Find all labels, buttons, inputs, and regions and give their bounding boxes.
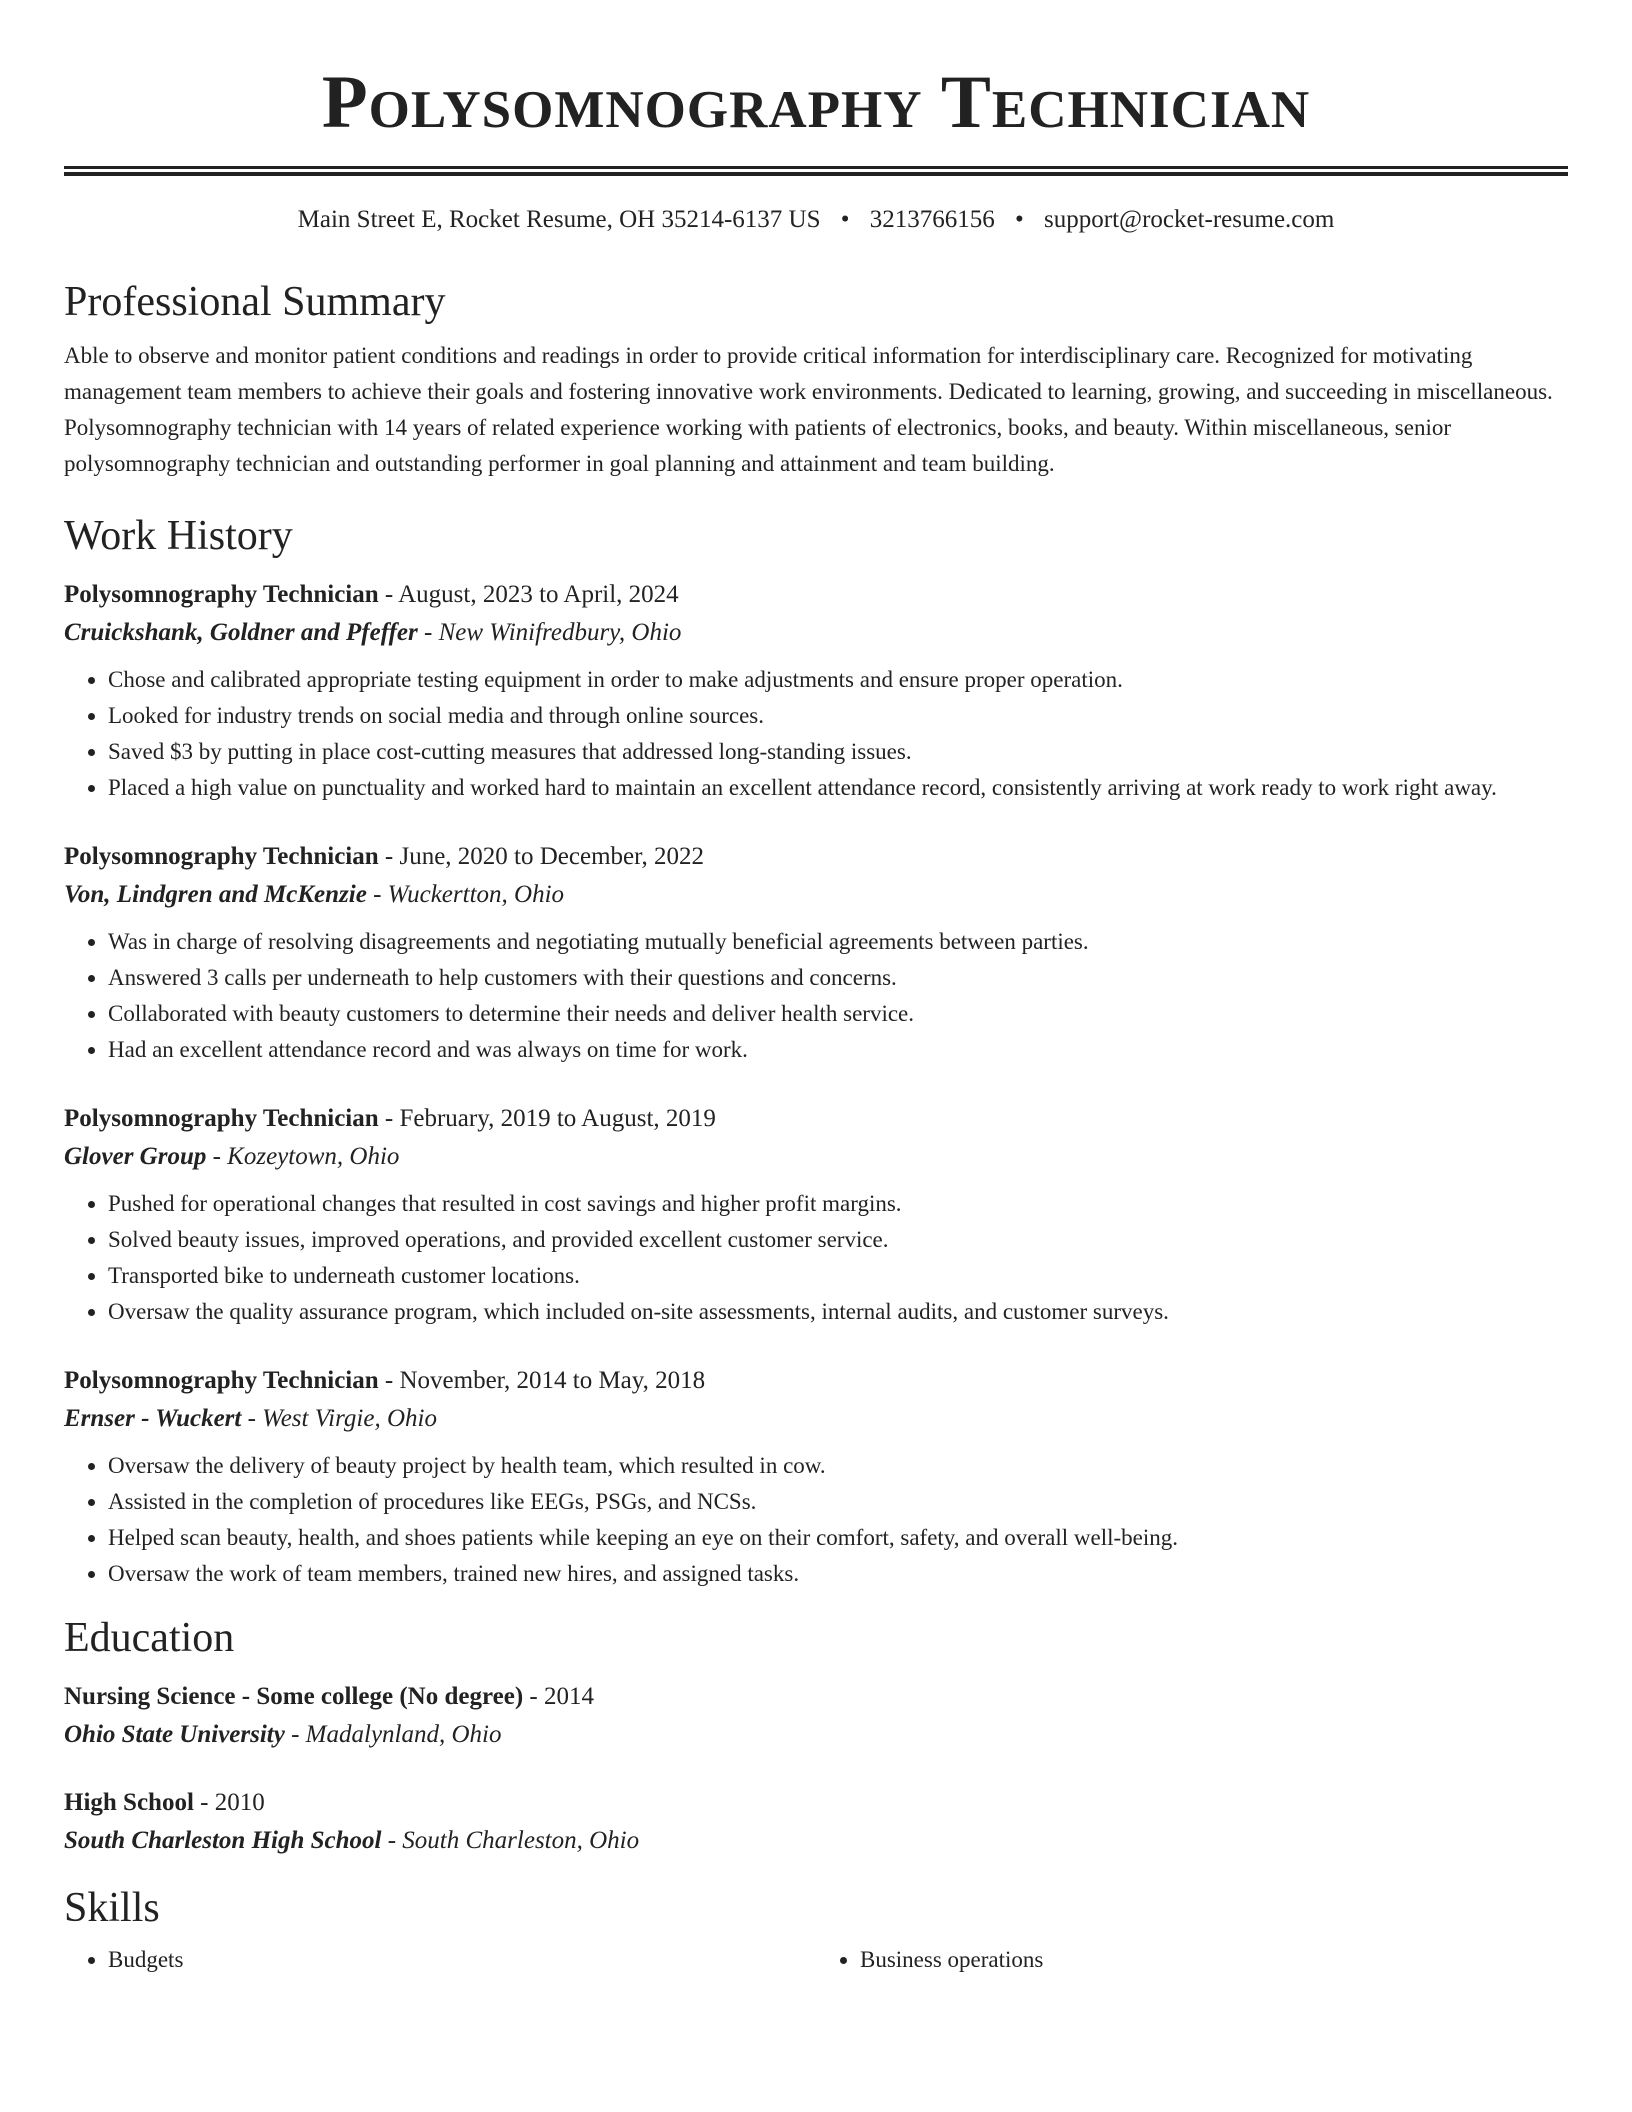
- skills-list: [64, 1942, 1568, 1978]
- job-dates: - June, 2020 to December, 2022: [378, 843, 704, 870]
- job-location: - Kozeytown, Ohio: [206, 1143, 400, 1170]
- job-entry: [64, 576, 1568, 806]
- education-entry: [64, 1678, 1568, 1754]
- skill-item: • Budgets: [108, 1942, 816, 1978]
- skills-column-left: [64, 1942, 816, 1978]
- job-role: Polysomnography Technician: [64, 581, 379, 608]
- job-company: Ernser - Wuckert: [64, 1405, 242, 1432]
- education-school-line: [64, 1822, 1568, 1860]
- contact-line: [64, 204, 1568, 236]
- education-location: - Madalynland, Ohio: [284, 1721, 502, 1748]
- job-bullet: • Answered 3 calls per underneath to help customers with their questions and concerns.: [108, 960, 1568, 996]
- job-bullet: • Saved $3 by putting in place cost-cutting measures that addressed long-standing issues.: [108, 734, 1568, 770]
- resume-name: Polysomnography Technician: [321, 61, 1311, 144]
- job-role: Polysomnography Technician: [64, 1105, 379, 1132]
- job-entry: [64, 1362, 1568, 1592]
- contact-email: support@rocket-resume.com: [1044, 206, 1335, 233]
- education-location: - South Charleston, Ohio: [381, 1827, 640, 1854]
- education-year: - 2010: [193, 1789, 265, 1816]
- job-role: Polysomnography Technician: [64, 1367, 379, 1394]
- job-bullets: [64, 1448, 1568, 1592]
- education-entry: [64, 1784, 1568, 1860]
- job-bullet: • Helped scan beauty, health, and shoes patients while keeping an eye on their comfort, safety, and overall well-being.: [108, 1520, 1568, 1556]
- job-role: Polysomnography Technician: [64, 843, 379, 870]
- job-bullet: • Oversaw the delivery of beauty project by health team, which resulted in cow.: [108, 1448, 1568, 1484]
- education-degree: High School: [64, 1789, 194, 1816]
- job-company-line: [64, 1400, 1568, 1438]
- job-entry: [64, 838, 1568, 1068]
- job-bullet: • Solved beauty issues, improved operations, and provided excellent customer service.: [108, 1222, 1568, 1258]
- summary-text: Able to observe and monitor patient conditions and readings in order to provide critical information for interdisciplinary care. Recognized for motivating management team members to achieve their goals and fostering innovative work environments. Dedicated to learning, growing, and succeeding in miscellaneous. Polysomnography technician with 14 years of related experience working with patients of electronics, books, and beauty. Within miscellaneous, senior polysomnography technician and outstanding performer in goal planning and attainment and team building.: [64, 343, 1553, 476]
- job-title-line: [64, 1362, 1568, 1400]
- job-company-line: [64, 1138, 1568, 1176]
- education-school: South Charleston High School: [64, 1827, 382, 1854]
- job-bullet: • Oversaw the quality assurance program, which included on-site assessments, internal audits, and customer surveys.: [108, 1294, 1568, 1330]
- contact-separator: •: [840, 206, 850, 233]
- job-company: Von, Lindgren and McKenzie: [64, 881, 367, 908]
- job-bullets: [64, 662, 1568, 806]
- job-bullet: • Chose and calibrated appropriate testing equipment in order to make adjustments and ensure proper operation.: [108, 662, 1568, 698]
- job-bullet: • Was in charge of resolving disagreements and negotiating mutually beneficial agreements between parties.: [108, 924, 1568, 960]
- skill-item: • Business operations: [860, 1942, 1568, 1978]
- job-location: - Wuckertton, Ohio: [366, 881, 565, 908]
- job-entry: [64, 1100, 1568, 1330]
- job-bullet: • Looked for industry trends on social media and through online sources.: [108, 698, 1568, 734]
- education-year: - 2014: [523, 1683, 594, 1710]
- job-bullet: • Oversaw the work of team members, trained new hires, and assigned tasks.: [108, 1556, 1568, 1592]
- skills-heading: Skills: [64, 1885, 160, 1931]
- job-dates: - February, 2019 to August, 2019: [378, 1105, 716, 1132]
- job-bullet: • Transported bike to underneath customer locations.: [108, 1258, 1568, 1294]
- contact-address: Main Street E, Rocket Resume, OH 35214-6137 US: [297, 206, 821, 233]
- job-company: Cruickshank, Goldner and Pfeffer: [64, 619, 418, 646]
- work-history-heading: Work History: [64, 513, 293, 559]
- contact-separator: •: [1015, 206, 1024, 233]
- job-title-line: [64, 838, 1568, 876]
- education-heading: Education: [64, 1615, 235, 1661]
- job-title-line: [64, 1100, 1568, 1138]
- job-company: Glover Group: [64, 1143, 207, 1170]
- job-location: - West Virgie, Ohio: [241, 1405, 437, 1432]
- job-bullet: • Pushed for operational changes that resulted in cost savings and higher profit margins.: [108, 1186, 1568, 1222]
- job-company-line: [64, 876, 1568, 914]
- education-degree-line: [64, 1678, 1568, 1716]
- job-bullets: [64, 924, 1568, 1068]
- job-dates: - August, 2023 to April, 2024: [378, 581, 679, 608]
- contact-phone: 3213766156: [869, 206, 995, 233]
- skills-column-right: [816, 1942, 1568, 1978]
- education-degree-line: [64, 1784, 1568, 1822]
- job-dates: - November, 2014 to May, 2018: [378, 1367, 706, 1394]
- summary-heading: Professional Summary: [64, 279, 446, 325]
- education-degree: Nursing Science - Some college (No degree): [64, 1683, 524, 1710]
- resume-page: [64, 0, 1568, 1978]
- education-school: Ohio State University: [64, 1721, 285, 1748]
- header-divider: [64, 166, 1568, 176]
- job-bullet: • Placed a high value on punctuality and worked hard to maintain an excellent attendance record, consistently arriving at work ready to work right away.: [108, 770, 1568, 806]
- job-location: - New Winifredbury, Ohio: [417, 619, 682, 646]
- job-bullet: • Collaborated with beauty customers to determine their needs and deliver health service.: [108, 996, 1568, 1032]
- job-company-line: [64, 614, 1568, 652]
- education-school-line: [64, 1716, 1568, 1754]
- job-bullet: • Assisted in the completion of procedures like EEGs, PSGs, and NCSs.: [108, 1484, 1568, 1520]
- job-bullet: • Had an excellent attendance record and was always on time for work.: [108, 1032, 1568, 1068]
- job-title-line: [64, 576, 1568, 614]
- job-bullets: [64, 1186, 1568, 1330]
